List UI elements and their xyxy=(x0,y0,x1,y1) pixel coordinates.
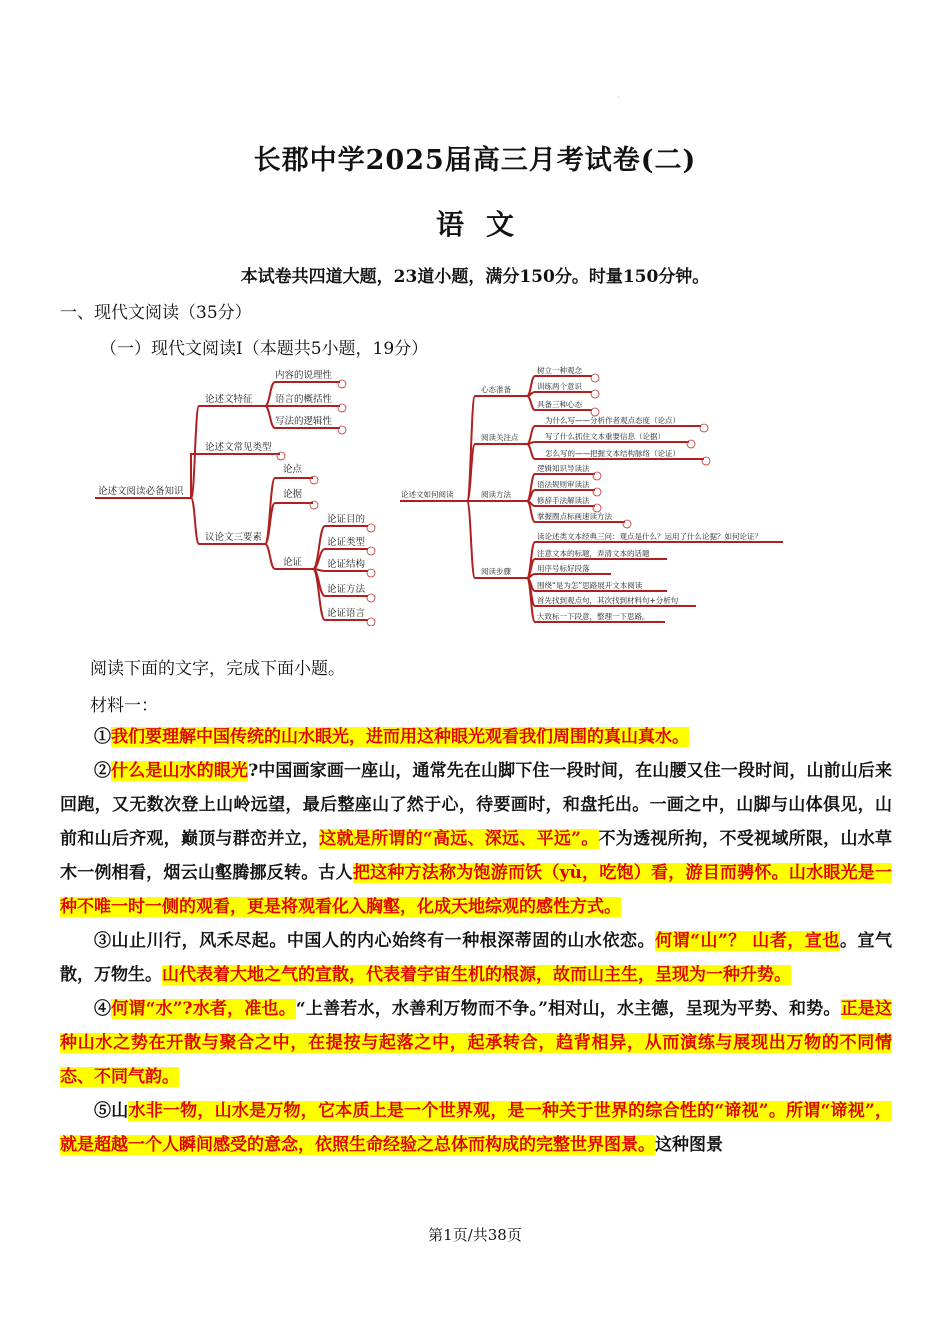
page-footer: 第1页/共38页 xyxy=(428,1226,522,1244)
mind-map-leaf: 内容的说理性 xyxy=(275,370,333,381)
highlighted-text: 水非一物，山水是万物，它本质上是一个世界观，是一种关于世界的综合性的“谛视”。所谓“谛视”，就是超越一个人瞬间感受的意念，依照生命经验之总体而构成的完整世界图景。 xyxy=(60,1101,892,1155)
body-text: 山止川行，风禾尽起。中国人的内心始终有一种根深蒂固的山水依恋。 xyxy=(111,931,656,951)
mind-map-leaf: 注意文本的标题，弄清文本的话题 xyxy=(537,549,650,558)
paragraph-number: ① xyxy=(94,727,111,747)
highlighted-text: 何谓“水”?水者，准也。 xyxy=(111,999,296,1019)
paragraph-number: ③ xyxy=(94,931,112,951)
body-text: 。宣气散，万物生。 xyxy=(60,931,893,985)
mind-map-leaf: 论证类型 xyxy=(327,537,366,548)
mind-map-leaf: 逻辑知识导读法 xyxy=(537,464,590,473)
highlighted-text: 这就是所谓的“高远、深远、平远”。 xyxy=(319,829,599,849)
mind-map-leaf: 训练两个意识 xyxy=(537,382,582,391)
mind-map-lines xyxy=(95,376,783,622)
mind-map-branch: 阅读方法 xyxy=(481,490,511,499)
mind-map-leaf: 围绕“是为怎”思路展开文本阅读 xyxy=(537,581,643,590)
exam-title: 长郡中学2025届高三月考试卷(二) xyxy=(253,145,697,176)
mind-map-leaf: 论证语言 xyxy=(327,608,366,619)
paragraph-1 xyxy=(60,720,892,754)
mind-map-leaf: 论点 xyxy=(283,464,303,475)
mind-map-leaf: 用序号标好段落 xyxy=(537,564,590,573)
mind-map-leaf: 树立一种观念 xyxy=(537,366,582,375)
highlighted-text: 山代表着大地之气的宣散，代表着宇宙生机的根源，故而山主生，呈现为一种升势。 xyxy=(162,965,791,985)
exam-intro: 本试卷共四道大题，23道小题，满分150分。时量150分钟。 xyxy=(240,267,710,287)
mind-map-leaf: 论证 xyxy=(283,557,303,568)
mind-map-leaf: 为什么写——分析作者观点态度（论点） xyxy=(545,416,680,425)
scan-mark: · xyxy=(617,93,620,102)
body-text: “上善若水，水善利万物而不争。”相对山，水主德，呈现为平势、和势。 xyxy=(295,999,841,1019)
mind-map-leaf: 修辞手法解读法 xyxy=(537,496,590,505)
mind-map-branch: 论述文特征 xyxy=(205,394,253,405)
mind-map-figure xyxy=(95,366,785,626)
body-text: 这种图景 xyxy=(655,1135,723,1155)
mind-map-leaf: 首先找到观点句，其次找到材料句+分析句 xyxy=(537,596,679,605)
paragraph-3 xyxy=(60,924,892,992)
mind-map-leaf: 写了什么抓住文本重要信息（论据） xyxy=(545,432,665,441)
mind-map-leaf: 大致标一下段意，整理一下思路。 xyxy=(537,612,650,621)
paragraph-number: ② xyxy=(94,761,112,781)
mind-map-leaf: 论据 xyxy=(283,489,303,500)
mind-map-leaf: 怎么写的——把握文本结构脉络（论证） xyxy=(545,449,680,458)
mind-map-leaf: 读论述类文本经典三问：观点是什么？运用了什么论据？如何论证？ xyxy=(537,532,762,541)
highlighted-text: 何谓“山”？ 山者，宣也 xyxy=(655,931,840,951)
subsection-heading: （一）现代文阅读I（本题共5小题，19分） xyxy=(100,339,429,359)
mind-map-branch: 议论文三要素 xyxy=(205,532,263,543)
highlighted-text: 正是这种山水之势在开散与聚合之中，在提按与起落之中，起承转合，趋背相异，从而演练与展现出万物的不同情态、不同气韵。 xyxy=(60,999,892,1087)
mind-map-leaf: 论证结构 xyxy=(327,559,366,570)
passage xyxy=(60,720,892,1162)
mind-map-svg xyxy=(95,366,785,626)
highlighted-text: 山水眼光是一种不唯一时一侧的观看，更是将观看化入胸壑，化成天地综观的感性方式。 xyxy=(60,863,893,917)
highlighted-text: 把这种方法称为饱游而饫（yù，吃饱）看，游目而骋怀。 xyxy=(352,863,789,883)
mind-map-leaf: 论证方法 xyxy=(327,584,366,595)
mind-map-leaf: 论证目的 xyxy=(327,514,366,525)
mind-map-leaf: 写法的逻辑性 xyxy=(275,416,333,427)
paragraph-5 xyxy=(60,1094,892,1162)
mind-map-leaf: 语言的概括性 xyxy=(275,394,333,405)
material-label: 材料一： xyxy=(90,696,158,716)
body-text: 不为透视所拘，不受视域所限，山水草木一例相看，烟云山壑腾挪反转。古人 xyxy=(60,829,893,883)
reading-instruction: 阅读下面的文字，完成下面小题。 xyxy=(90,659,345,679)
mind-map-leaf: 具备三种心态 xyxy=(537,400,582,409)
paragraph-2 xyxy=(60,754,892,924)
paragraph-number: ④ xyxy=(94,999,112,1019)
mind-map-root-right: 论述文如何阅读 xyxy=(401,490,454,499)
mind-map-branch: 阅读步骤 xyxy=(481,567,511,576)
mind-map-branch: 阅读关注点 xyxy=(481,433,519,442)
mind-map-branch: 心态准备 xyxy=(481,385,511,394)
mind-map-branch: 论述文常见类型 xyxy=(205,442,272,453)
body-text: 山 xyxy=(111,1101,129,1121)
paragraph-number: ⑤ xyxy=(94,1101,112,1121)
mind-map-root-left: 论述文阅读必备知识 xyxy=(98,486,184,497)
subject-title: 语文 xyxy=(435,208,536,241)
highlighted-text: 什么是山水的眼光 xyxy=(111,761,249,781)
mind-map-leaf: 语法规则审读法 xyxy=(537,480,590,489)
mind-map-leaf: 掌握圈点标画速读方法 xyxy=(537,512,612,521)
section-heading: 一、现代文阅读（35分） xyxy=(60,303,252,323)
paragraph-4 xyxy=(60,992,892,1094)
highlighted-text: 我们要理解中国传统的山水眼光，进而用这种眼光观看我们周围的真山真水。 xyxy=(111,727,689,747)
body-text: ?中国画家画一座山，通常先在山脚下住一段时间，在山腰又住一段时间，山前山后来回跑，又无数次登上山岭远望，最后整座山了然于心，待要画时，和盘托出。一画之中，山脚与山体俱见，山前和山后齐观，巅顶与群峦并立， xyxy=(60,761,893,849)
